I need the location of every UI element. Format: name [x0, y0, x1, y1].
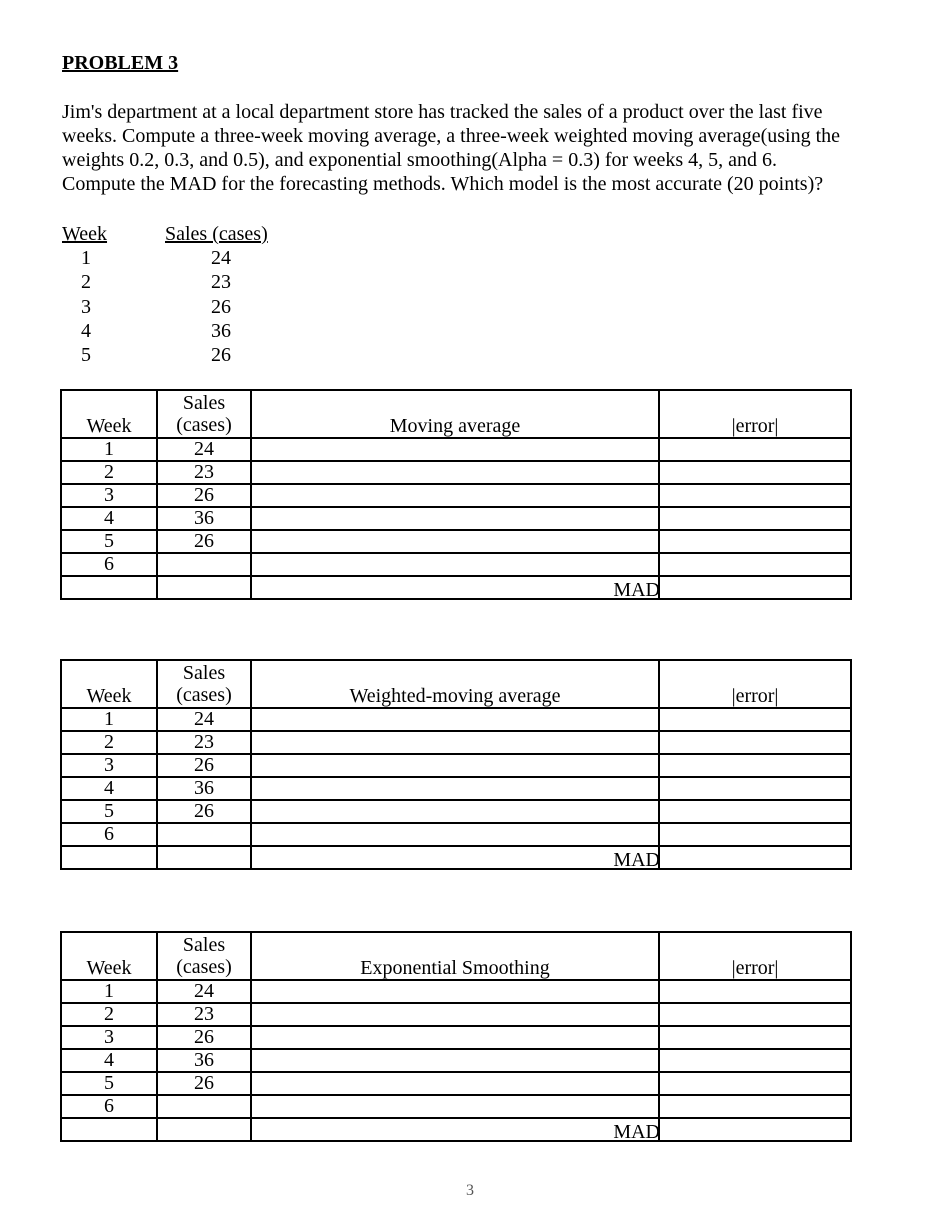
table-row: [61, 777, 851, 800]
error-cell[interactable]: [659, 800, 851, 823]
sales-header-line2: (cases): [176, 956, 232, 978]
error-header: |error|: [659, 932, 851, 980]
mad-label: MAD: [613, 849, 660, 871]
error-cell[interactable]: [659, 507, 851, 530]
error-cell[interactable]: [659, 731, 851, 754]
page-number: 3: [466, 1182, 474, 1199]
empty-cell: [61, 576, 157, 599]
week-header: Week: [62, 223, 108, 245]
mad-label: MAD: [613, 1121, 660, 1143]
table-row: [61, 1072, 851, 1095]
statement-line: weeks. Compute a three-week moving average, a three-week weighted moving average(using the: [62, 125, 841, 147]
error-cell[interactable]: [659, 1026, 851, 1049]
mad-label: MAD: [613, 579, 660, 601]
table-row: [61, 438, 851, 461]
error-cell[interactable]: [659, 777, 851, 800]
empty-cell: [61, 1118, 157, 1141]
week-cell: 1: [61, 708, 157, 731]
error-cell[interactable]: [659, 484, 851, 507]
sales-header-line1: Sales: [182, 662, 226, 684]
sales-value: 26: [211, 295, 231, 318]
week-value: 4: [81, 319, 91, 342]
sales-cell: 36: [157, 1049, 251, 1072]
table-row: [61, 980, 851, 1003]
sales-header-line2: (cases): [176, 684, 232, 706]
week-cell: 5: [61, 1072, 157, 1095]
forecast-cell[interactable]: [251, 980, 659, 1003]
table-row: [61, 553, 851, 576]
sales-cell: 26: [157, 800, 251, 823]
mad-row: [61, 846, 851, 869]
table-header-row: [61, 660, 851, 708]
error-cell[interactable]: [659, 1095, 851, 1118]
error-cell[interactable]: [659, 553, 851, 576]
sales-cell: [157, 1095, 251, 1118]
sales-cell: 23: [157, 731, 251, 754]
statement-line: weights 0.2, 0.3, and 0.5), and exponential smoothing(Alpha = 0.3) for weeks 4, 5, and 6.: [62, 149, 778, 171]
week-cell: 2: [61, 461, 157, 484]
week-cell: 4: [61, 777, 157, 800]
week-header: Week: [61, 932, 157, 980]
week-cell: 2: [61, 731, 157, 754]
weighted-moving-average-table: [60, 659, 852, 870]
table-row: [61, 800, 851, 823]
sales-value: 26: [211, 344, 231, 367]
sales-header-line1: Sales: [182, 934, 226, 956]
sales-cell: 26: [157, 530, 251, 553]
error-cell[interactable]: [659, 1049, 851, 1072]
sales-data-row: [62, 270, 276, 294]
forecast-cell[interactable]: [251, 823, 659, 846]
week-value: 2: [81, 271, 91, 294]
week-value: 1: [81, 247, 91, 269]
table-row: [61, 754, 851, 777]
sales-header: [157, 660, 251, 708]
statement-line: Compute the MAD for the forecasting methods. Which model is the most accurate (20 points)?: [62, 173, 824, 195]
sales-data-row: [62, 295, 276, 319]
week-cell: 3: [61, 484, 157, 507]
forecast-cell[interactable]: [251, 731, 659, 754]
forecast-cell[interactable]: [251, 1026, 659, 1049]
week-cell: 6: [61, 823, 157, 846]
empty-cell: [157, 576, 251, 599]
sales-header-line1: Sales: [182, 392, 226, 414]
table-row: [61, 1095, 851, 1118]
week-cell: 5: [61, 800, 157, 823]
sales-cell: 23: [157, 461, 251, 484]
week-cell: 4: [61, 1049, 157, 1072]
forecast-cell[interactable]: [251, 484, 659, 507]
week-cell: 1: [61, 980, 157, 1003]
week-cell: 3: [61, 754, 157, 777]
sales-cell: 26: [157, 1072, 251, 1095]
error-cell[interactable]: [659, 1003, 851, 1026]
sales-data-header: [62, 222, 276, 246]
error-cell[interactable]: [659, 438, 851, 461]
week-cell: 5: [61, 530, 157, 553]
exponential-smoothing-table: [60, 931, 852, 1142]
error-cell[interactable]: [659, 823, 851, 846]
forecast-cell[interactable]: [251, 1003, 659, 1026]
forecast-cell[interactable]: [251, 438, 659, 461]
mad-value-cell[interactable]: [659, 1118, 851, 1141]
error-cell[interactable]: [659, 754, 851, 777]
method-header: Weighted-moving average: [251, 660, 659, 708]
week-cell: 6: [61, 553, 157, 576]
statement-line: Jim's department at a local department store has tracked the sales of a product over the last five: [62, 101, 823, 123]
week-cell: 3: [61, 1026, 157, 1049]
week-value: 5: [81, 344, 91, 367]
sales-value: 36: [211, 319, 231, 342]
sales-cell: 24: [157, 708, 251, 731]
sales-cell: 23: [157, 1003, 251, 1026]
mad-label-cell: [251, 846, 659, 869]
forecast-cell[interactable]: [251, 754, 659, 777]
forecast-cell[interactable]: [251, 1049, 659, 1072]
week-cell: 4: [61, 507, 157, 530]
forecast-cell[interactable]: [251, 507, 659, 530]
sales-cell: 26: [157, 1026, 251, 1049]
error-cell[interactable]: [659, 980, 851, 1003]
sales-cell: 26: [157, 754, 251, 777]
table-row: [61, 1003, 851, 1026]
sales-data-row: [62, 343, 276, 367]
sales-cell: 26: [157, 484, 251, 507]
forecast-cell[interactable]: [251, 777, 659, 800]
sales-data-row: [62, 246, 276, 270]
mad-value-cell[interactable]: [659, 576, 851, 599]
week-header: Week: [61, 390, 157, 438]
table-row: [61, 461, 851, 484]
table-row: [61, 507, 851, 530]
error-cell[interactable]: [659, 530, 851, 553]
error-header: |error|: [659, 390, 851, 438]
problem-statement: [62, 100, 892, 196]
table-header-row: [61, 932, 851, 980]
sales-header: Sales (cases): [165, 223, 268, 245]
sales-cell: 36: [157, 507, 251, 530]
error-cell[interactable]: [659, 461, 851, 484]
sales-header-line2: (cases): [176, 414, 232, 436]
forecast-cell[interactable]: [251, 708, 659, 731]
sales-header: [157, 390, 251, 438]
error-header: |error|: [659, 660, 851, 708]
week-cell: 6: [61, 1095, 157, 1118]
sales-cell: [157, 823, 251, 846]
error-cell[interactable]: [659, 1072, 851, 1095]
method-header: Exponential Smoothing: [251, 932, 659, 980]
week-cell: 1: [61, 438, 157, 461]
empty-cell: [61, 846, 157, 869]
mad-label-cell: [251, 576, 659, 599]
forecast-cell[interactable]: [251, 1095, 659, 1118]
sales-data-row: [62, 319, 276, 343]
mad-value-cell[interactable]: [659, 846, 851, 869]
forecast-cell[interactable]: [251, 530, 659, 553]
sales-cell: [157, 553, 251, 576]
moving-average-table: [60, 389, 852, 600]
sales-header: [157, 932, 251, 980]
week-header: Week: [61, 660, 157, 708]
table-header-row: [61, 390, 851, 438]
empty-cell: [157, 846, 251, 869]
table-row: [61, 484, 851, 507]
forecast-cell[interactable]: [251, 800, 659, 823]
mad-row: [61, 576, 851, 599]
sales-cell: 36: [157, 777, 251, 800]
sales-value: 24: [211, 247, 231, 269]
error-cell[interactable]: [659, 708, 851, 731]
table-row: [61, 708, 851, 731]
problem-title: PROBLEM 3: [62, 52, 179, 74]
mad-label-cell: [251, 1118, 659, 1141]
table-row: [61, 1049, 851, 1072]
forecast-cell[interactable]: [251, 461, 659, 484]
sales-value: 23: [211, 271, 231, 294]
table-row: [61, 823, 851, 846]
table-row: [61, 530, 851, 553]
sales-data-list: [62, 222, 276, 367]
mad-row: [61, 1118, 851, 1141]
forecast-cell[interactable]: [251, 1072, 659, 1095]
week-cell: 2: [61, 1003, 157, 1026]
empty-cell: [157, 1118, 251, 1141]
table-row: [61, 1026, 851, 1049]
sales-cell: 24: [157, 438, 251, 461]
method-header: Moving average: [251, 390, 659, 438]
sales-cell: 24: [157, 980, 251, 1003]
table-row: [61, 731, 851, 754]
forecast-cell[interactable]: [251, 553, 659, 576]
week-value: 3: [81, 295, 91, 318]
